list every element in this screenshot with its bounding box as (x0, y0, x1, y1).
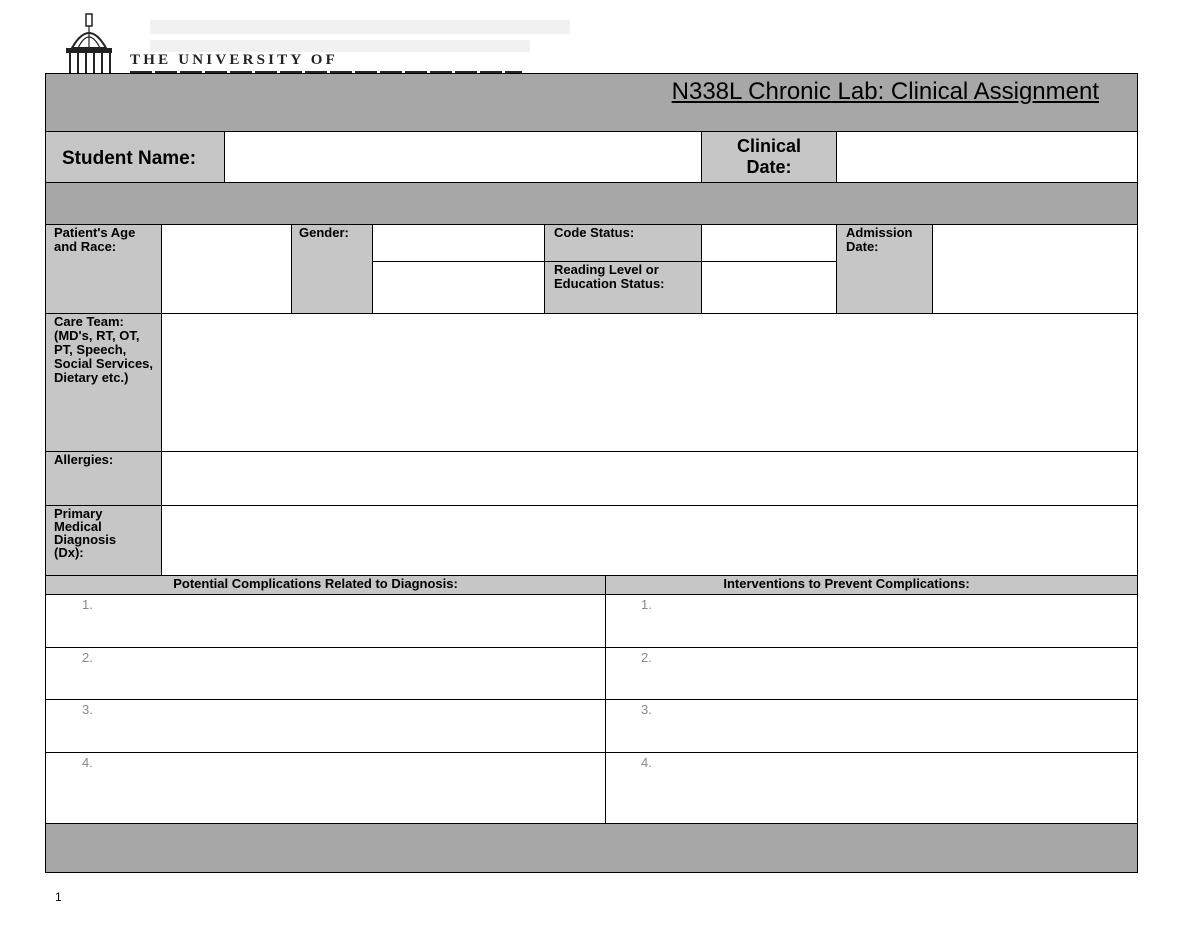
gender-field-top[interactable] (372, 224, 545, 262)
gender-label: Gender: (299, 225, 349, 240)
reading-level-field[interactable] (701, 261, 837, 314)
age-race-label: Patient's Age and Race: (54, 225, 136, 254)
complication-3-number: 3. (82, 702, 93, 717)
code-status-field[interactable] (701, 224, 837, 262)
age-race-label-cell (45, 224, 162, 314)
interventions-header-cell (605, 575, 1138, 595)
reading-level-label-cell (544, 261, 702, 314)
admission-date-label: Admission Date: (846, 225, 913, 254)
student-name-label: Student Name: (62, 148, 197, 169)
allergies-field[interactable] (161, 451, 1138, 506)
care-team-label-cell (45, 313, 162, 452)
intervention-3-number: 3. (641, 702, 652, 717)
clinical-date-label: Clinical Date: (736, 136, 802, 177)
gender-field-bottom[interactable] (372, 261, 545, 314)
intervention-2-field[interactable] (605, 647, 1138, 700)
intervention-1-field[interactable] (605, 594, 1138, 648)
section-separator (45, 182, 1138, 225)
complications-header: Potential Complications Related to Diagnosis: (173, 576, 458, 591)
page-title: N338L Chronic Lab: Clinical Assignment (671, 78, 1099, 105)
complication-3-field[interactable] (45, 699, 606, 753)
clinical-date-field[interactable] (836, 131, 1138, 183)
complication-4-number: 4. (82, 755, 93, 770)
complications-header-cell (45, 575, 606, 595)
care-team-field[interactable] (161, 313, 1138, 452)
intervention-4-field[interactable] (605, 752, 1138, 824)
code-status-label-cell (544, 224, 702, 262)
intervention-2-number: 2. (641, 650, 652, 665)
reading-level-label: Reading Level or Education Status: (554, 262, 665, 291)
page-number: 1 (55, 890, 62, 904)
gender-label-cell (291, 224, 373, 314)
complication-1-number: 1. (82, 597, 93, 612)
complication-2-field[interactable] (45, 647, 606, 700)
care-team-label: Care Team: (MD's, RT, OT, PT, Speech, Social Services, Dietary etc.) (54, 314, 154, 385)
logo-text: THE UNIVERSITY OF (130, 52, 339, 68)
allergies-label-cell (45, 451, 162, 506)
complication-4-field[interactable] (45, 752, 606, 824)
primary-dx-label: Primary Medical Diagnosis (Dx): (54, 506, 117, 560)
student-name-field[interactable] (224, 131, 702, 183)
university-logo (58, 12, 538, 76)
code-status-label: Code Status: (554, 225, 635, 240)
intervention-4-number: 4. (641, 755, 652, 770)
admission-date-label-cell (836, 224, 933, 314)
admission-date-field[interactable] (932, 224, 1138, 314)
title-bar (45, 73, 1138, 132)
intervention-1-number: 1. (641, 597, 652, 612)
intervention-3-field[interactable] (605, 699, 1138, 753)
primary-dx-field[interactable] (161, 505, 1138, 576)
interventions-header: Interventions to Prevent Complications: (723, 576, 970, 591)
footer-bar (45, 823, 1138, 873)
primary-dx-label-cell (45, 505, 162, 576)
complication-2-number: 2. (82, 650, 93, 665)
dome-icon (58, 12, 124, 76)
allergies-label: Allergies: (54, 452, 114, 467)
complication-1-field[interactable] (45, 594, 606, 648)
age-race-field[interactable] (161, 224, 292, 314)
clinical-date-label-cell (701, 131, 837, 183)
student-name-label-cell (45, 131, 225, 183)
